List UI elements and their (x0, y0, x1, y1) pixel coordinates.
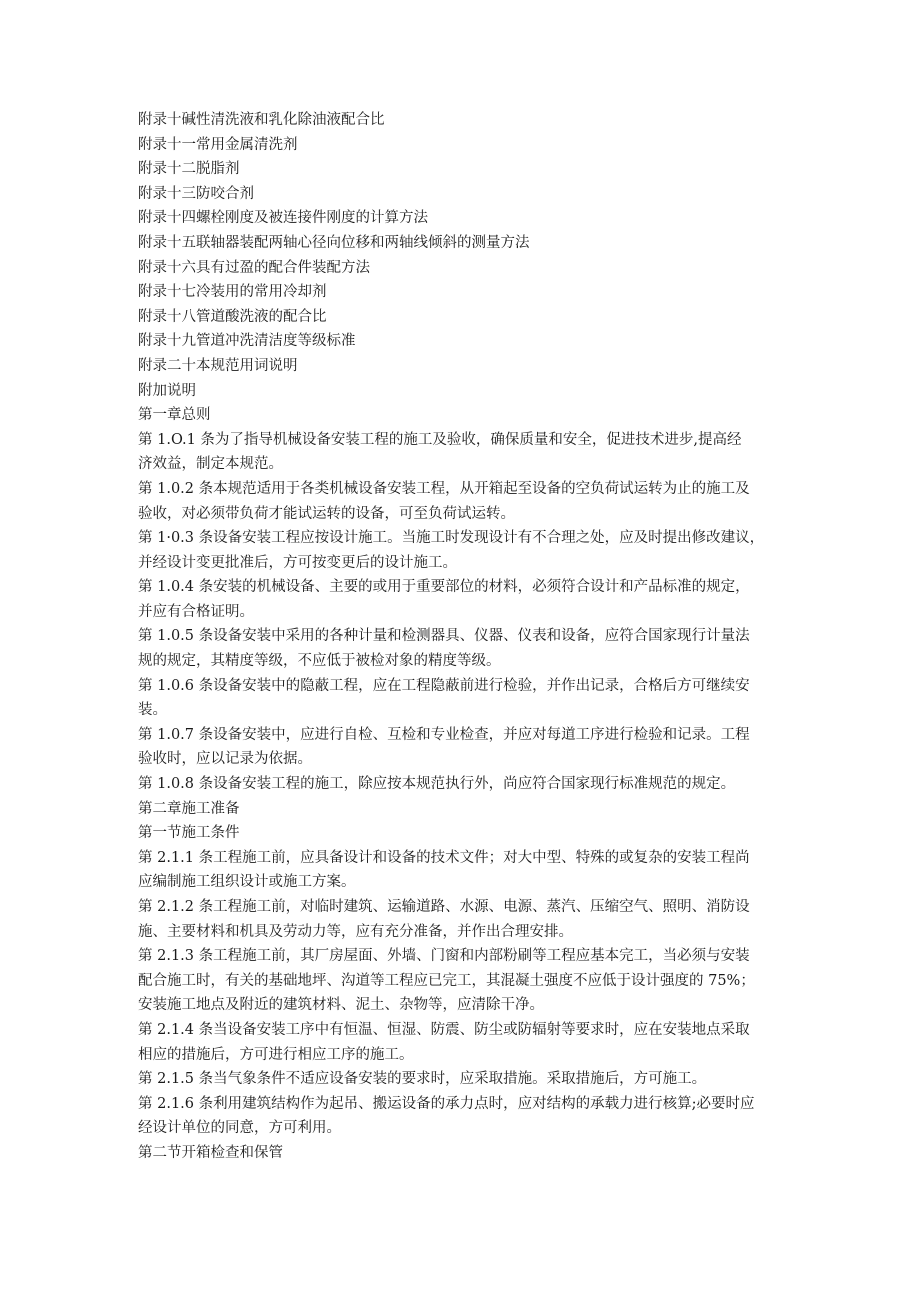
appendix-15: 附录十五联轴器装配两轴心径向位移和两轴线倾斜的测量方法 (138, 234, 530, 251)
clause-2-1-3-cont-2: 安装施工地点及附近的建筑材料、泥土、杂物等，应清除干净。 (138, 997, 544, 1014)
clause-1-0-4-cont: 并应有合格证明。 (138, 603, 254, 620)
clause-1-0-2-cont: 验收，对必须带负荷才能试运转的设备，可至负荷试运转。 (138, 505, 515, 522)
clause-2-1-6-cont: 经设计单位的同意，方可利用。 (138, 1120, 341, 1137)
clause-1-0-3: 第 1·0.3 条设备安装工程应按设计施工。当施工时发现设计有不合理之处，应及时提出修改建议， (138, 530, 765, 547)
clause-2-1-3: 第 2.1.3 条工程施工前，其厂房屋面、外墙、门窗和内部粉刷等工程应基本完工，当必须与安装 (138, 948, 750, 965)
chapter-2-heading: 第二章施工准备 (138, 800, 240, 817)
clause-2-1-2-cont: 施、主要材料和机具及劳动力等，应有充分准备，并作出合理安排。 (138, 923, 573, 940)
clause-1-0-4: 第 1.0.4 条安装的机械设备、主要的或用于重要部位的材料，必须符合设计和产品标准的规定， (138, 579, 750, 596)
appendix-18: 附录十八管道酸洗液的配合比 (138, 308, 327, 325)
appendix-13: 附录十三防咬合剂 (138, 185, 254, 202)
appendix-17: 附录十七冷装用的常用冷却剂 (138, 284, 327, 301)
clause-2-1-4-cont: 相应的措施后，方可进行相应工序的施工。 (138, 1046, 414, 1063)
additional-notes: 附加说明 (138, 382, 196, 399)
clause-1-0-2: 第 1.0.2 条本规范适用于各类机械设备安装工程，从开箱起至设备的空负荷试运转为止的施工及 (138, 480, 750, 497)
clause-1-0-3-cont: 并经设计变更批准后，方可按变更后的设计施工。 (138, 554, 457, 571)
appendix-14: 附录十四螺栓刚度及被连接件刚度的计算方法 (138, 210, 428, 227)
clause-2-1-1-cont: 应编制施工组织设计或施工方案。 (138, 874, 356, 891)
clause-1-0-1: 第 1.O.1 条为了指导机械设备安装工程的施工及验收，确保质量和安全，促进技术进步,提高经 (138, 431, 742, 448)
clause-2-1-3-cont-1: 配合施工时，有关的基础地坪、沟道等工程应已完工，其混凝土强度不应低于设计强度的 75%； (138, 972, 755, 989)
chapter-1-heading: 第一章总则 (138, 407, 211, 424)
appendix-10: 附录十碱性清洗液和乳化除油液配合比 (138, 112, 385, 128)
document-body (138, 108, 798, 1166)
clause-1-0-8: 第 1.0.8 条设备安装工程的施工，除应按本规范执行外，尚应符合国家现行标准规范的规定。 (138, 776, 736, 793)
clause-2-1-1: 第 2.1.1 条工程施工前，应具备设计和设备的技术文件；对大中型、特殊的或复杂的安装工程尚 (138, 849, 750, 866)
appendix-11: 附录十一常用金属清洗剂 (138, 136, 298, 153)
appendix-16: 附录十六具有过盈的配合件装配方法 (138, 259, 370, 276)
clause-2-1-4: 第 2.1.4 条当设备安装工序中有恒温、恒湿、防震、防尘或防辐射等要求时，应在安装地点采取 (138, 1021, 750, 1038)
clause-1-0-5: 第 1.0.5 条设备安装中采用的各种计量和检测器具、仪器、仪表和设备，应符合国家现行计量法 (138, 628, 750, 645)
clause-1-0-5-cont: 规的规定，其精度等级，不应低于被检对象的精度等级。 (138, 653, 501, 670)
clause-1-0-7: 第 1.0.7 条设备安装中，应进行自检、互检和专业检查，并应对每道工序进行检验和记录。工程 (138, 726, 750, 743)
clause-1-0-6: 第 1.0.6 条设备安装中的隐蔽工程，应在工程隐蔽前进行检验，并作出记录，合格后方可继续安 (138, 677, 750, 694)
clause-2-1-6: 第 2.1.6 条利用建筑结构作为起吊、搬运设备的承力点时，应对结构的承载力进行核算;必要时应 (138, 1095, 755, 1112)
appendix-12: 附录十二脱脂剂 (138, 161, 240, 178)
section-1-heading: 第一节施工条件 (138, 825, 240, 842)
clause-2-1-2: 第 2.1.2 条工程施工前，对临时建筑、运输道路、水源、电源、蒸汽、压缩空气、照明、消防设 (138, 899, 750, 915)
clause-2-1-5: 第 2.1.5 条当气象条件不适应设备安装的要求时，应采取措施。采取措施后，方可施工。 (138, 1071, 707, 1088)
appendix-20: 附录二十本规范用词说明 (138, 357, 298, 374)
clause-1-0-1-cont: 济效益，制定本规范。 (138, 456, 283, 473)
clause-1-0-7-cont: 验收时，应以记录为依据。 (138, 751, 312, 768)
section-2-heading: 第二节开箱检查和保管 (138, 1144, 283, 1161)
clause-1-0-6-cont: 装。 (138, 702, 167, 719)
appendix-19: 附录十九管道冲洗清洁度等级标准 (138, 333, 356, 350)
